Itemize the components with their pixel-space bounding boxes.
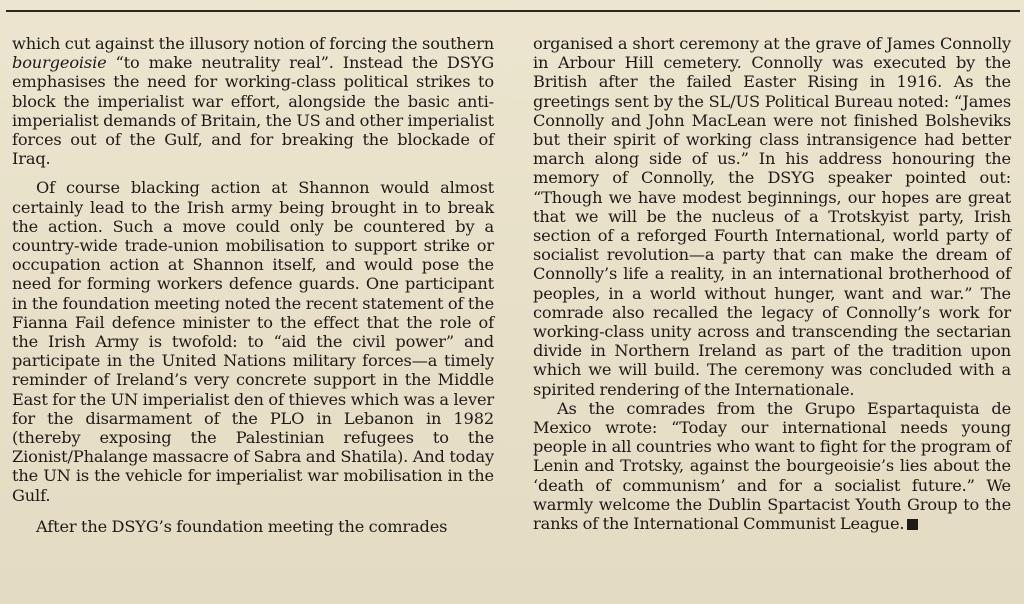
paragraph-2: Of course blacking action at Shannon would almost certainly lead to the Irish army being brought in to break the action. Such a move could only be countered by a country-wide trade-union mobilisation to support strike or occupation action at Shannon itself, and would pose the need for forming workers defence guards. One participant in the foundation meeting noted the recent statement of the Fianna Fail defence minister to the effect that the role of the Irish Army is twofold: to “aid the civil power” and participate in the United Nations military forces—a timely reminder of Ireland’s very concrete support in the Middle East for the UN imperialist den of thieves which was a lever for the disarmament of the PLO in Lebanon in 1982 (thereby exposing the Palestinian refugees to the Zionist/Phalange massacre of Sabra and Shatila). And today the UN is the vehicle for imperialist war mobilisation in the Gulf. bbox=[12, 178, 494, 505]
paragraph-5-text: As the comrades from the Grupo Espartaquista de Mexico wrote: “Today our international needs young people in all countries who want to fight for the program of Lenin and Trotsky, against the bourgeoisie’s lies about the ‘death of communism’ and for a socialist future.” We warmly welcome the Dublin Spartacist Youth Group to the ranks of the International Communist League. bbox=[533, 398, 1011, 534]
article-column-right bbox=[533, 34, 1011, 533]
paragraph-4: organised a short ceremony at the grave of James Connolly in Arbour Hill cemetery. Connolly was executed by the British after the failed Easter Rising in 1916. As the greetings sent by the SL/US Political Bureau noted: “James Connolly and John MacLean were not finished Bolsheviks but their spirit of working class intransigence had better march along side of us.” In his address honouring the memory of Connolly, the DSYG speaker pointed out: “Though we have modest beginnings, our hopes are great that we will be the nucleus of a Trotskyist party, Irish section of a reforged Fourth International, world party of socialist revolution—a party that can make the dream of Connolly’s life a reality, in an international brotherhood of peoples, in a world without hunger, want and war.” The comrade also recalled the legacy of Connolly’s work for working-class unity across and transcending the sectarian divide in Northern Ireland as part of the tradition upon which we will build. The ceremony was concluded with a spirited rendering of the Internationale. bbox=[533, 34, 1011, 399]
top-rule bbox=[6, 10, 1020, 12]
paragraph-3: After the DSYG’s foundation meeting the comrades bbox=[36, 516, 448, 536]
article-column-left bbox=[12, 34, 494, 536]
paragraph-5 bbox=[533, 399, 1011, 533]
paragraph-1-text-a: which cut against the illusory notion of forcing the southern bbox=[12, 34, 494, 53]
end-of-article-mark bbox=[907, 519, 918, 530]
paragraph-1-italic: bourgeoisie bbox=[12, 53, 107, 73]
paragraph-1 bbox=[12, 34, 494, 168]
paragraph-1-text-b: “to make neutrality real”. Instead the DSYG emphasises the need for working-class political strikes to block the imperialist war effort, alongside the basic anti-imperialist demands of Britain, the US and other imperialist forces out of the Gulf, and for breaking the blockade of Iraq. bbox=[12, 53, 494, 169]
